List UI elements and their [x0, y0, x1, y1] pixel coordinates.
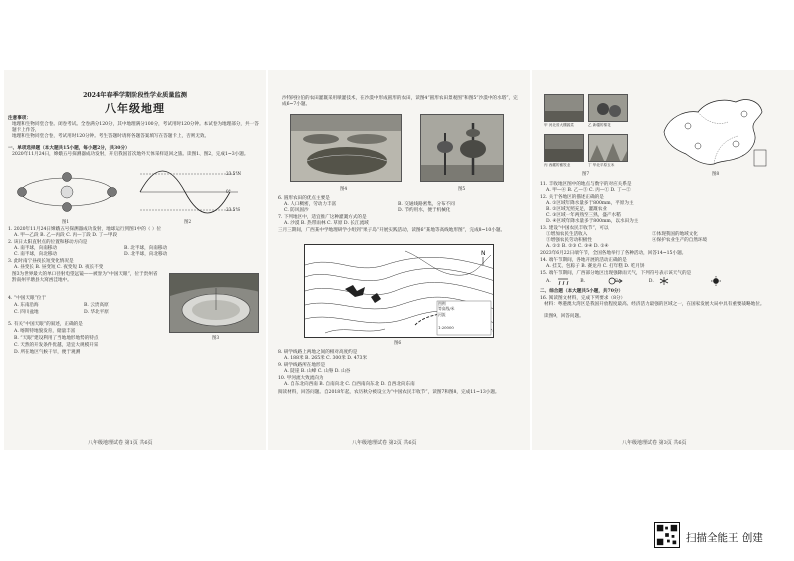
svg-text:N: N [481, 250, 486, 257]
option: D. 北半球，向北移动 [124, 252, 168, 257]
question-8: 8. 研学线路上两地之间的相对高度约是 [278, 350, 358, 355]
question-16: 16. 阅读图文材料，完成下列要求（8分） [540, 296, 626, 301]
question-10: 10. 甲河流大致流向为 [278, 376, 324, 381]
scanner-watermark: 扫描全能王 创建 [686, 532, 763, 544]
question-10-options: A. 自东北向西南 B. 自南向北 C. 自西南向东北 D. 自西北向东南 [284, 382, 415, 387]
question-15-options: A. B. C. D. [546, 279, 654, 284]
option: A. 南半球，向南移动 [14, 246, 57, 251]
question-4: 4. “中国天眼”位于 [8, 296, 47, 301]
figure-caption: 图6 [394, 341, 402, 346]
exam-page-3 [532, 70, 794, 450]
option: D. ④区域年降水量多于800mm，以水田为主 [546, 219, 639, 224]
figure-caption: 图3 [212, 336, 220, 341]
material-intro: 阅读材料，回答问题。自2018年起，农历秋分被设立为“中国农民丰收节”，读图7和图8，完成11~13小题。 [278, 390, 500, 395]
figure-caption: 图1 [62, 220, 70, 225]
section-heading: 一、单项选择题（本大题共15小题，每小题2分，共30分） [8, 146, 130, 151]
option: B. 交通线路密集，分布不同 [398, 202, 455, 207]
water-tower-photo [420, 114, 504, 182]
option: ①增加农民生活收入 [546, 232, 588, 237]
option: ③增强农民劳动积极性 [546, 238, 592, 243]
notes-line: 地理和生物同堂合卷，考试用时120分钟。考生答题时请将各题答案填写在答题卡上，否则无效。 [12, 134, 210, 139]
option: B. 云贵高原 [84, 303, 109, 308]
legend-scale: 1:20000 [438, 325, 454, 330]
china-map [658, 92, 768, 170]
option: A. 东南沿海 [14, 303, 39, 308]
question-7: 7. 下列地区中，适宜推广这种灌溉方式的是 [278, 215, 367, 220]
legend-item: 等高线/米 [438, 306, 455, 311]
weather-symbols [556, 275, 756, 287]
question-13-options: A. ①② B. ②③ C. ③④ D. ①④ [546, 244, 609, 249]
option: D. 华北平原 [84, 310, 109, 315]
question-intro: 2023年6月22日端午节，全国各地举行了各种活动，回答14~15小题。 [540, 251, 687, 256]
figure-caption: 图5 [458, 187, 466, 192]
option: C. 四川盆地 [14, 310, 39, 315]
question-11: 11. 丰收地区图中的地点与数字的对应关系是 [540, 182, 632, 187]
figure-caption: 图7 [582, 172, 590, 177]
option: ④保护农业生产的自然环境 [652, 238, 708, 243]
figure-caption: 图8 [712, 172, 720, 177]
legend-title: 图例 [438, 301, 446, 306]
contour-map [304, 244, 494, 338]
lat-label: 0° [226, 189, 231, 194]
exam-title: 2024年春季学期阶段性学业质量监测 [83, 92, 187, 99]
material-text: 读图9，回答问题。 [544, 314, 584, 319]
question-3: 3. 此时南宁昼夜长短变化情况是 [8, 259, 74, 264]
exam-page-2 [268, 70, 530, 450]
question-14-options: A. 挂艾、包粽子 B. 赛龙舟 C. 打年糕 D. 吃月饼 [546, 264, 645, 269]
question-12: 12. 关于各地区的描述正确的是 [540, 195, 604, 200]
material-text: 材料：粤港澳大湾区是我国开放程度最高、经济活力最强的区域之一，在国家发展大局中具有重要战略地位。 [544, 302, 765, 307]
question-8-options: A. 188米 B. 265米 C. 300米 D. 473米 [284, 356, 368, 361]
question-9: 9. 研学线路所在地形是 [278, 363, 326, 368]
question-1: 1. 2020年11月24日嫦娥五号探测器成功发射，地球运行到图1中的（ ）位 [8, 227, 162, 232]
lat-label: 23.5°S [226, 207, 241, 212]
circular-farmland-photo [290, 114, 402, 182]
photo-label: 甲 河北省大棚蔬菜 [544, 123, 574, 127]
question-11-options: A. 甲—④ B. 乙—③ C. 丙—① D. 丁—② [546, 188, 631, 193]
question-15: 15. 端午节期间，广西部分地区出现强降雨天气，下列符号表示该天气的是 [540, 271, 692, 276]
question-6: 6. 圆形农田的优点主要是 [278, 196, 330, 201]
question-7-options: A. 沙漠 B. 热带雨林 C. 草原 D. 长江流域 [284, 221, 369, 226]
photo-label: 丙 西藏的畜牧业 [544, 163, 571, 167]
photo-label: 丁 华北平原玉米 [588, 163, 615, 167]
figure-caption: 图4 [340, 187, 348, 192]
earth-orbit-diagram [12, 166, 122, 218]
photo-corn [588, 134, 628, 162]
option: C. 防风固沙 [284, 208, 309, 213]
figure-3-intro: 图3为世界最大的单口径射电望远镜——被誉为“中国天眼”，位于贵州省黔南州平塘县大窝凼洼地中。 [12, 272, 158, 283]
question-5: 5. 有关“中国天眼”的叙述，正确的是 [8, 322, 83, 327]
legend-item: 河流 [438, 312, 446, 317]
map-intro: 三月三期间，广西某中学地理研学小组到“果子岛”开展实践活动，读图6“某地等高线地形图”，完成8~10小题。 [278, 228, 506, 233]
option: B. “天眼”建设利用了当地地形地势的特点 [14, 336, 99, 341]
figure-caption: 图2 [184, 220, 192, 225]
option: D. 节约用水，便于机械化 [398, 208, 451, 213]
option: A. 喀斯特地貌发育，储量丰富 [14, 329, 76, 334]
question-3-options: A. 昼变长 B. 昼变短 C. 夜变短 D. 夜长不变 [14, 265, 104, 270]
page-footer: 八年级地理试卷 第1页 共6页 [88, 440, 153, 446]
option: A. 人口稠密，劳动力丰富 [284, 202, 337, 207]
subject-title: 八年级地理 [105, 102, 165, 115]
qr-code-icon [654, 522, 680, 548]
notes-heading: 注意事项： [8, 116, 31, 121]
option: B. 北半球，向南移动 [124, 246, 168, 251]
option: C. ③区域一年两熟至三熟，盛产水稻 [546, 213, 621, 218]
option: A. ①区域年降水量多于800mm，平原为主 [546, 201, 634, 206]
option: C. 南半球，向北移动 [14, 252, 58, 257]
fast-telescope-photo [169, 273, 259, 333]
photo-greenhouse [544, 94, 584, 122]
question-intro: 沙特阿拉伯的农田灌溉采用喷灌技术，在沙漠中形成圆形的农田，读图4“圆形农田景观图”和图5“沙漠中的水塔”，完成6~7小题。 [282, 96, 518, 107]
lat-label: 23.5°N [226, 171, 242, 176]
option: B. ②区域光照充足，灌溉农业 [546, 207, 607, 212]
photo-label: 乙 新疆的棉花 [588, 123, 611, 127]
page-footer: 八年级地理试卷 第3页 共6页 [622, 440, 687, 446]
question-9-options: A. 陡崖 B. 山峰 C. 山脊 D. 山谷 [284, 369, 351, 374]
exam-page-1 [4, 70, 266, 450]
question-13: 13. 建设“中国农民丰收节”，可以 [540, 226, 609, 231]
photo-livestock [544, 134, 584, 162]
question-intro: 2020年11月24日，嫦娥五号探测器成功发射，开启我国首次地外天体采样返回之旅。读图1、图2，完成1~3小题。 [12, 152, 249, 157]
option: D. 所在地区气候干旱，便于观测 [14, 350, 81, 355]
question-1-options: A. 甲—乙段 B. 乙—丙段 C. 丙—丁段 D. 丁—甲段 [14, 233, 118, 238]
notes-line: 地理和生物同堂合卷。闭卷考试。全卷满分120分，其中地理满分100分，考试用时120分钟。本试卷为地理部分，共一答题卡上作答， [12, 122, 259, 133]
photo-cotton [588, 94, 628, 122]
question-14: 14. 端午节期间，各地开展的活动正确的是 [540, 258, 627, 263]
option: C. 天然的开发条件优越，适宜大规模开采 [14, 343, 99, 348]
option: ②体现我国的地域文化 [652, 232, 698, 237]
question-2: 2. 该日太阳直射点的位置和移动方向是 [8, 240, 88, 245]
page-footer: 八年级地理试卷 第2页 共6页 [352, 440, 417, 446]
section-heading: 二、综合题（本大题共5小题，共70分） [540, 289, 624, 294]
